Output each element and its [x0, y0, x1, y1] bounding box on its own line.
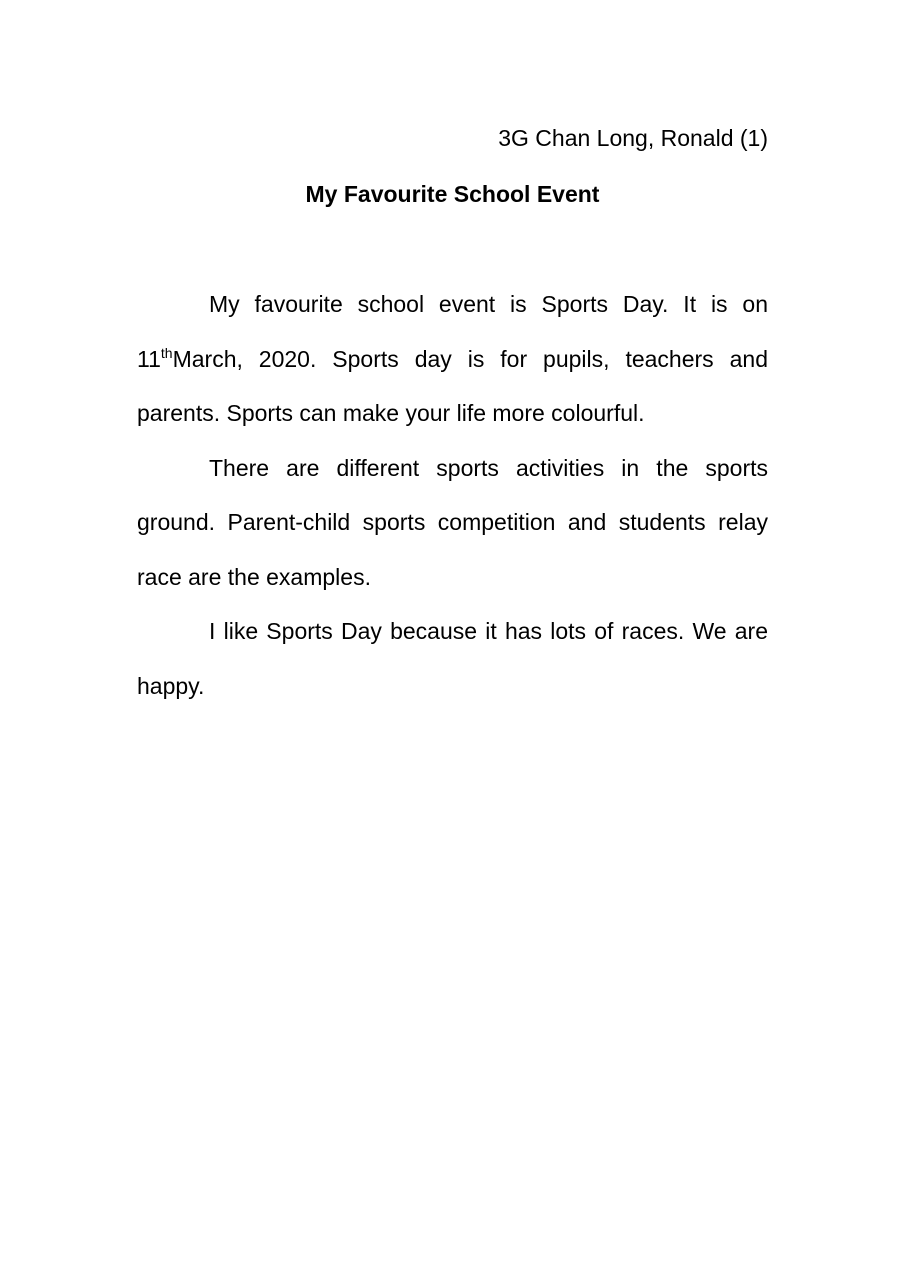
paragraph-3: I like Sports Day because it has lots of races. We are happy.	[137, 618, 768, 699]
author-line: 3G Chan Long, Ronald (1)	[498, 125, 768, 151]
document-title: My Favourite School Event	[305, 181, 600, 207]
ordinal-suffix: th	[160, 344, 173, 361]
essay-body	[137, 277, 768, 713]
paragraph-2: There are different sports activities in the sports ground. Parent-child sports competition and students relay race are the examples.	[137, 454, 768, 590]
paragraph-1-text-end: March, 2020. Sports day is for pupils, teachers and parents. Sports can make your life more colourful.	[137, 345, 768, 426]
paragraph-1-text-start: My favourite school event is Sports Day. It is on 11	[137, 291, 768, 372]
paragraph-1	[137, 277, 768, 441]
